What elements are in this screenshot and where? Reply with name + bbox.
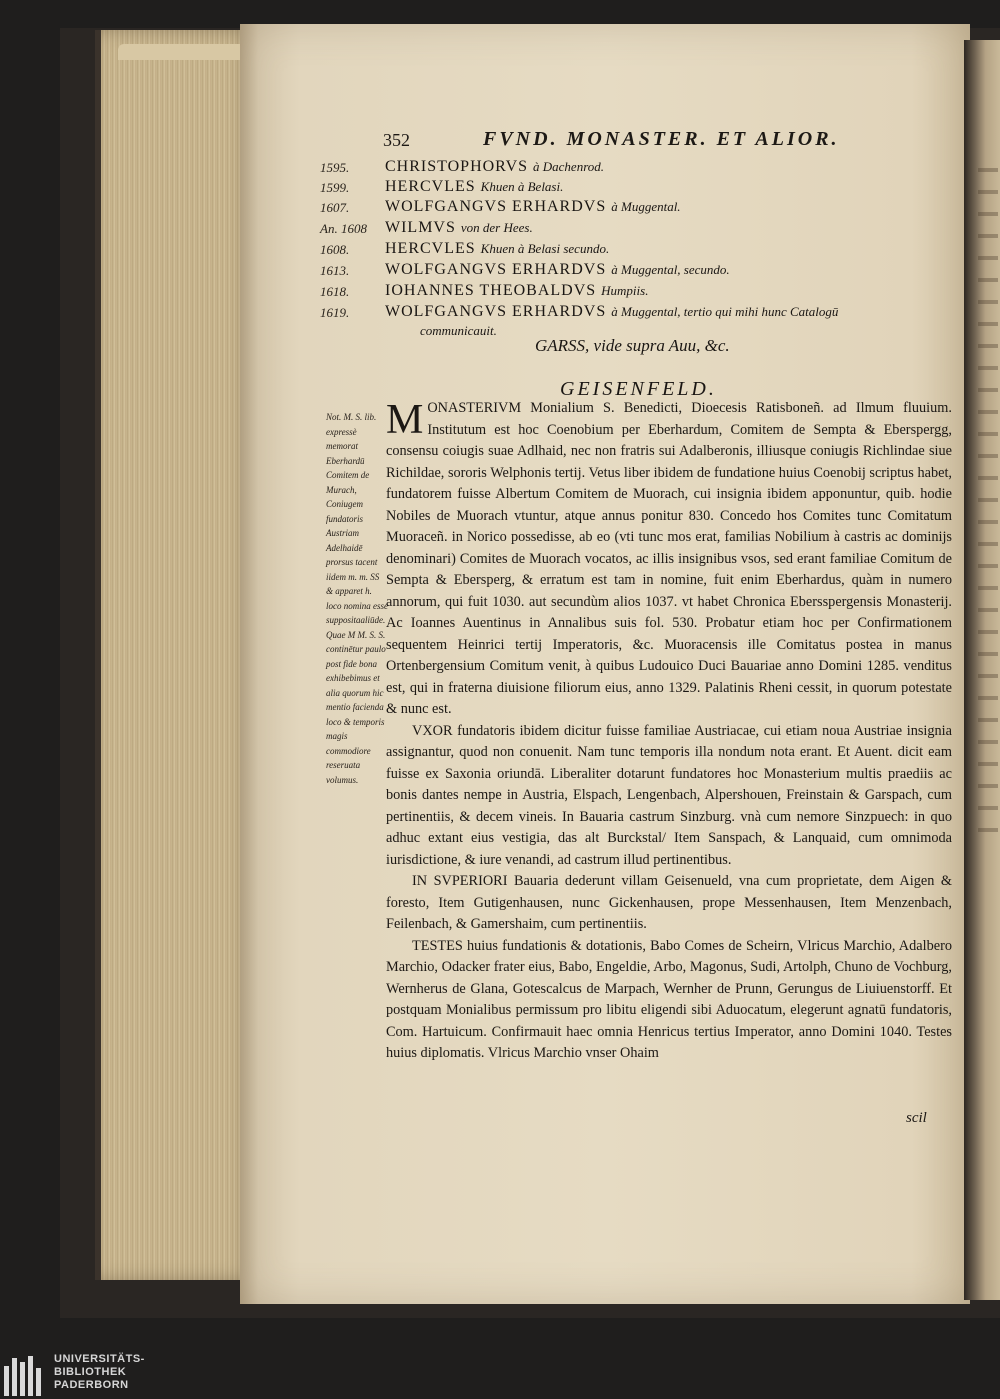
catalog-name	[385, 219, 533, 237]
page-number: 352	[383, 130, 410, 150]
catalog-row	[320, 198, 940, 220]
paragraph-lead: ONASTERIVM	[427, 400, 522, 416]
catalog-continuation: communicauit.	[420, 323, 497, 338]
catalog-name	[385, 240, 609, 258]
paragraph-text: Bauaria dederunt villam Geisenueld, vna cum proprietate, dem Aigen & foresto, Item Gutigenhausen, nunc Gickenhausen, prope Messenhausen, Item Menzenbach, Feilenbach, & Gamershaim, cum pertinentiis.	[386, 873, 952, 932]
drop-cap: M	[386, 397, 424, 443]
running-title: FVND. MONASTER. ET ALIOR.	[483, 128, 840, 150]
catalog-year: 1619.	[320, 305, 350, 320]
catalog-name	[385, 261, 730, 279]
catalog-name-suffix: à Muggental, secundo.	[611, 262, 730, 277]
paragraph-text: Monialium S. Benedicti, Dioecesis Ratisboneñ. ad Ilmum fluuium. Institutum est hoc Coenobium per Eberhardum, Comitem de Sempta & Eberspergg, consensu coiugis suae Adlhaid, nec non fratris sui Adalberonis, illiusque coniugis Richlindae siue Richildae, sororis Welphonis tertij. Vetus liber ibidem de fundatione huius Coenobij scriptus habet, fundatorem fuisse Albertum Comitem de Muorach, cui insignia ibidem apponuntur, quib. hodie Nobiles de Muorach vtuntur, atque annus ponitur 830. Concedo hos Comites tunc Comitatum Muoraceñ. in Norico possedisse, ab eo (vti tunc mos erat, familias Nobilium à castris ac dominijs denominari) Comites de Muorach vocatos, ac illis insignibus vsos, sed erant familiae Comitum de Sempta & Ebersperg, & erratum est tam in nomine, fuit enim Eberhardus, quàm in numero annorum, qui fuit 1030. aut secundùm alios 1037. vt habet Chronica Ebersspergensis Monasterij. Ac Ioannes Auentinus in Annalibus suis fol. 530. Probatur etiam hoc per Confirmationem sequentem Heinrici tertij Imperatoris, &c. Muoracensis ille Comitatus postea in manus Ortenbergensium Comitum venit, à quibus Ludouico Duci Bauariae anno Domini 1285. venditus est, qui in fraterna diuisione filiorum eius, anno 1329. Palatinis Rheni cessit, in quorum potestate & nunc est.	[386, 400, 952, 717]
page-block-edge	[95, 30, 256, 1280]
catalog-name-suffix: à Muggental, tertio qui mihi hunc Catalogū	[611, 304, 839, 319]
right-page-sliver	[964, 40, 1000, 1300]
catalog-name-suffix: à Dachenrod.	[533, 159, 605, 174]
library-line-2: BIBLIOTHEK	[54, 1366, 127, 1378]
margin-note: Not. M. S. lib. expressè memorat Eberhardū Comitem de Murach, Coniugem fundatoris Austriam Adelhaidē prorsus tacent iidem m. m. SS & apparet h. loco nomina esse suppositaaliūde. Quae M M. S. S. continētur paulo post fide bona exhibebimus et alia quorum hic mentio facienda loco & temporis magis commodiore reseruata volumus.	[326, 412, 388, 785]
catalog-name-main: WOLFGANGVS ERHARDVS	[385, 303, 607, 320]
catalog-name-suffix: von der Hees.	[460, 220, 533, 235]
catalog-name	[385, 303, 838, 321]
paragraph-text: fundatoris ibidem dicitur fuisse familiae Austriacae, cui etiam noua Austriae insignia assignantur, quod non conuenit. Nam tunc temporis illa nondum nota erant. Et Auent. dicit eam fuisse ex Saxonia oriundā. Liberaliter dotarunt fundatores hoc Monasterium multis praediis ac bonis dantes nempe in Austria, Elspach, Lengenbach, Alpershouen, Freinstain & Garspach, cum pertinentiis, & decem vineis. In Bauaria castrum Sinzburg. vnà cum nemore Sinzpuech: in quo adhuc extant eius vestigia, das alt Burckstal/ Item Sanspach, & Lanquaid, cum omnimoda iurisdictione, & iure venandi, ad castrum illud pertinentibus.	[386, 722, 952, 868]
footer-bar	[0, 1352, 1000, 1399]
body-text	[386, 398, 952, 1065]
catalog-name-main: WOLFGANGVS ERHARDVS	[385, 198, 607, 215]
catalog-name-main: HERCVLES	[385, 240, 476, 257]
garss-line: GARSS, vide supra Auu, &c.	[535, 336, 730, 355]
catalog-name-main: WILMVS	[385, 219, 456, 236]
page-block-top	[118, 44, 248, 60]
catalog-year: 1595.	[320, 160, 350, 175]
catalog-name-main: WOLFGANGVS ERHARDVS	[385, 261, 607, 278]
catalog-name	[385, 178, 563, 196]
paragraph	[386, 721, 952, 872]
paragraph-lead: TESTES	[412, 937, 463, 954]
library-name	[54, 1353, 145, 1392]
catalog-row	[320, 240, 940, 262]
catalog-name-main: HERCVLES	[385, 178, 476, 195]
catalog-name-main: CHRISTOPHORVS	[385, 158, 529, 175]
paragraph-lead: IN SVPERIORI	[412, 873, 508, 889]
library-line-3: PADERBORN	[54, 1379, 129, 1391]
catalog-year: 1608.	[320, 242, 350, 257]
section-title: GEISENFELD.	[560, 378, 717, 400]
library-logo-icon	[4, 1354, 46, 1396]
catalog-name	[385, 158, 604, 176]
catalog-name-main: IOHANNES THEOBALDVS	[385, 282, 597, 299]
catalog-name	[385, 198, 681, 216]
paragraph	[386, 871, 952, 936]
catalog-name-suffix: Humpiis.	[601, 283, 649, 298]
catalog-row	[320, 303, 940, 338]
catalog-row	[320, 261, 940, 283]
paragraph	[386, 936, 952, 1065]
catalog-name-suffix: Khuen à Belasi secundo.	[480, 241, 610, 256]
paragraph	[386, 398, 952, 721]
paragraph-text: huius fundationis & dotationis, Babo Comes de Scheirn, Vlricus Marchio, Adalbero Marchio, Odacker frater eius, Babo, Engeldie, Arbo, Magonus, Sudi, Artolph, Chuno de Vochburg, Wernherus de Glana, Gotescalcus de Marpach, Wernher de Prunn, Gerungus de Liuiuenstorff. Et postquam Monialibus permissum pro libitu eligendi sibi Aduocatum, elegerunt agnatū fundatoris, Com. Hartuicum. Confirmauit haec omnia Henricus tertius Imperator, anno Domini 1040. Testes huius diplomatis. Vlricus Marchio vnser Ohaim	[386, 937, 952, 1061]
catalog-name	[385, 282, 648, 300]
catalog-name-suffix: Khuen à Belasi.	[480, 179, 564, 194]
paragraph-lead: VXOR	[412, 722, 453, 739]
catalog-year: An. 1608	[320, 221, 367, 236]
catalog-year: 1613.	[320, 263, 350, 278]
catalog-name-suffix: à Muggental.	[611, 199, 681, 214]
page-header	[383, 130, 883, 156]
library-line-1: UNIVERSITÄTS-	[54, 1353, 145, 1365]
catchword: scil	[906, 1110, 927, 1126]
catalog-year: 1599.	[320, 180, 350, 195]
catalog-year: 1618.	[320, 284, 350, 299]
catalog-row	[320, 158, 940, 180]
catalog-row	[320, 282, 940, 304]
catalog-row	[320, 178, 940, 200]
catalog-row	[320, 219, 940, 241]
catalog-year: 1607.	[320, 200, 350, 215]
